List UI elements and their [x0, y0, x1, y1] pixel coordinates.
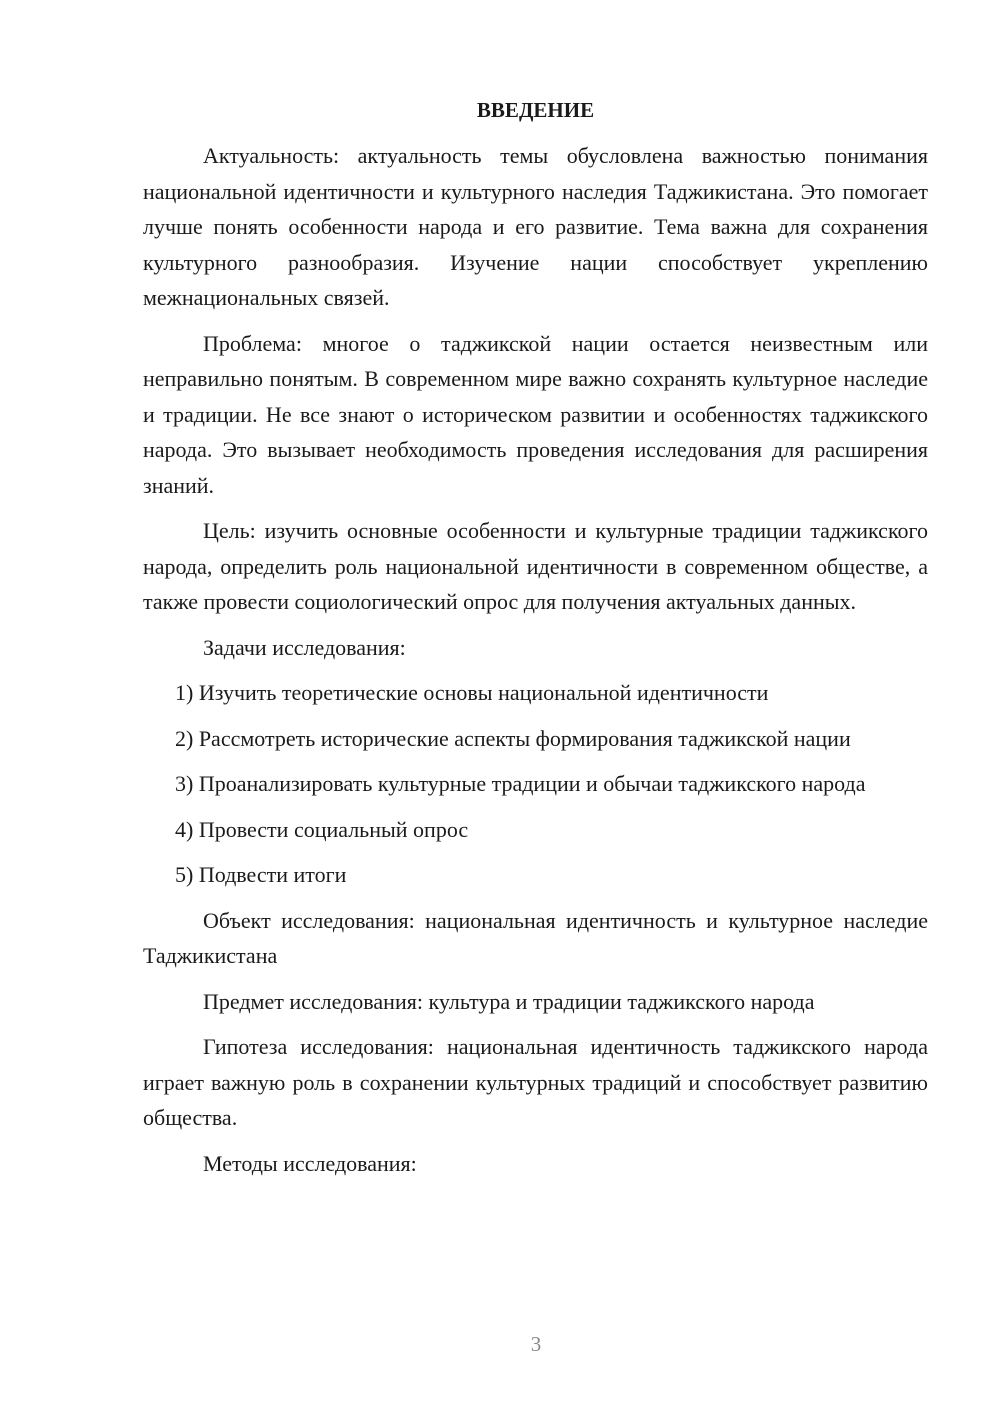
task-item: 1) Изучить теоретические основы национальной идентичности [175, 680, 769, 705]
section-title: ВВЕДЕНИЕ [476, 98, 595, 122]
task-item: 5) Подвести итоги [175, 862, 347, 887]
paragraph-object: Объект исследования: национальная идентичность и культурное наследие Таджикистана [143, 907, 928, 968]
paragraph-problem: Проблема: многое о таджикской нации остается неизвестным или неправильно понятым. В современном мире важно сохранять культурное наследие и традиции. Не все знают о историческом развитии и особенностях таджикского народа. Это вызывает необходимость проведения исследования для расширения знаний. [143, 330, 928, 498]
task-item: 2) Рассмотреть исторические аспекты формирования таджикской нации [175, 725, 851, 751]
task-item: 3) Проанализировать культурные традиции и обычаи таджикского народа [175, 771, 866, 796]
tasks-list [143, 675, 928, 893]
paragraph-hypothesis: Гипотеза исследования: национальная идентичность таджикского народа играет важную роль в сохранении культурных традиций и способствует развитию общества. [143, 1034, 928, 1130]
paragraph-relevance: Актуальность: актуальность темы обусловлена важностью понимания национальной идентичности и культурного наследия Таджикистана. Это помогает лучше понять особенности народа и его развитие. Тема важна для сохранения культурного разнообразия. Изучение нации способствует укреплению межнациональных связей. [143, 143, 928, 310]
page-number: 3 [530, 1332, 542, 1356]
document-page [143, 92, 928, 1191]
paragraph-goal: Цель: изучить основные особенности и культурные традиции таджикского народа, определить роль национальной идентичности в современном обществе, а также провести социологический опрос для получения актуальных данных. [143, 518, 928, 614]
paragraph-subject: Предмет исследования: культура и традиции таджикского народа [203, 988, 815, 1014]
tasks-heading: Задачи исследования: [203, 634, 406, 660]
methods-heading: Методы исследования: [203, 1150, 417, 1176]
task-item: 4) Провести социальный опрос [175, 816, 469, 842]
